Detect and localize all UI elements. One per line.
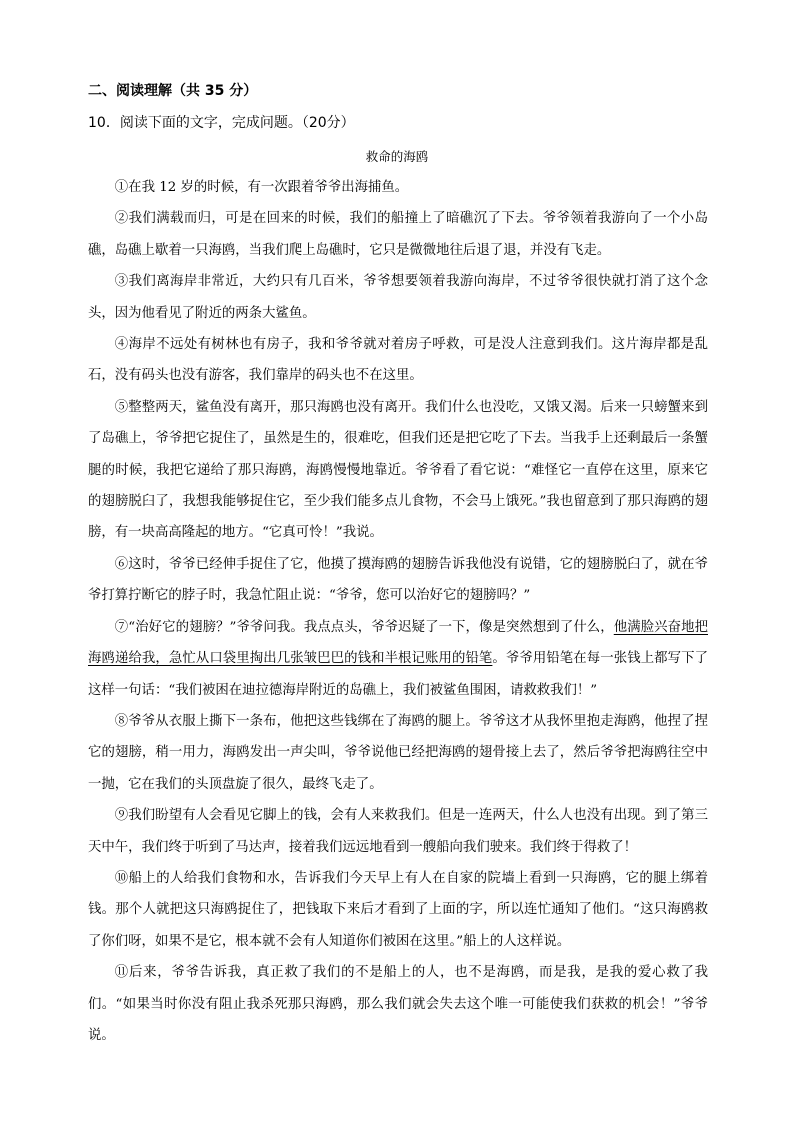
paragraph-9: ⑨我们盼望有人会看见它脚上的钱，会有人来救我们。但是一连两天，什么人也没有出现。到了第三天中午，我们终于听到了马达声，接着我们远远地看到一艘船向我们驶来。我们终于得救了！ <box>88 808 708 855</box>
paragraph-11: ⑪后来，爷爷告诉我，真正救了我们的不是船上的人，也不是海鸥，而是我，是我的爱心救了我们。“如果当时你没有阻止我杀死那只海鸥，那么我们就会失去这个唯一可能使我们获救的机会！”爷爷说。 <box>88 965 708 1043</box>
paragraph-5: ⑤整整两天，鲨鱼没有离开，那只海鸥也没有离开。我们什么也没吃，又饿又渴。后来一只螃蟹来到了岛礁上，爷爷把它捉住了，虽然是生的，很难吃，但我们还是把它吃了下去。当我手上还剩最后一条蟹腿的时候，我把它递给了那只海鸥，海鸥慢慢地靠近。爷爷看了看它说：“难怪它一直停在这里，原来它的翅膀脱臼了，我想我能够捉住它，至少我们能多点儿食物，不会马上饿死。”我也留意到了那只海鸥的翅膀，有一块高高隆起的地方。“它真可怜！”我说。 <box>88 399 708 541</box>
essay-body <box>88 172 708 1051</box>
essay-title: 救命的海鸥 <box>365 149 429 164</box>
paragraph-4: ④海岸不远处有树林也有房子，我和爷爷就对着房子呼救，可是没人注意到我们。这片海岸都是乱石，没有码头也没有游客，我们靠岸的码头也不在这里。 <box>88 337 708 384</box>
question-prompt: 10．阅读下面的文字，完成问题。（20分） <box>88 115 355 131</box>
paragraph-7-start: ⑦“治好它的翅膀？”爷爷问我。我点点头，爷爷迟疑了一下，像是突然想到了什么， <box>114 619 614 635</box>
paragraph-3: ③我们离海岸非常近，大约只有几百米，爷爷想要领着我游向海岸，不过爷爷很快就打消了这个念头，因为他看见了附近的两条大鲨鱼。 <box>88 274 708 321</box>
paragraph-7 <box>88 612 708 706</box>
section-heading: 二、阅读理解（共 35 分） <box>88 83 258 99</box>
paragraph-10: ⑩船上的人给我们食物和水，告诉我们今天早上有人在自家的院墙上看到一只海鸥，它的腿上绑着钱。那个人就把这只海鸥捉住了，把钱取下来后才看到了上面的字，所以连忙通知了他们。“这只海鸥救了你们呀，如果不是它，根本就不会有人知道你们被困在这里。”船上的人这样说。 <box>88 870 708 949</box>
paragraph-2: ②我们满载而归，可是在回来的时候，我们的船撞上了暗礁沉了下去。爷爷领着我游向了一个小岛礁，岛礁上歇着一只海鸥，当我们爬上岛礁时，它只是微微地往后退了退，并没有飞走。 <box>88 211 708 258</box>
paragraph-6: ⑥这时，爷爷已经伸手捉住了它，他摸了摸海鸥的翅膀告诉我他没有说错，它的翅膀脱臼了，就在爷爷打算拧断它的脖子时，我急忙阻止说：“爷爷，您可以治好它的翅膀吗？” <box>88 556 708 604</box>
underlined-sentence: 他满脸兴奋地把海鸥递给我，急忙从口袋里掏出几张皱巴巴的钱和半根记账用的铅笔 <box>88 619 708 667</box>
paragraph-1: ①在我 12 岁的时候，有一次跟着爷爷出海捕鱼。 <box>114 180 409 195</box>
paragraph-8: ⑧爷爷从衣服上撕下一条布，他把这些钱绑在了海鸥的腿上。爷爷这才从我怀里抱走海鸥，他捏了捏它的翅膀，稍一用力，海鸥发出一声尖叫，爷爷说他已经把海鸥的翅骨接上去了，然后爷爷把海鸥往空中一抛，它在我们的头顶盘旋了很久，最终飞走了。 <box>88 713 708 792</box>
paragraph-7-end: 。爷爷用铅笔在每一张钱上都写下了这样一句话：“我们被困在迪拉德海岸附近的岛礁上，我们被鲨鱼围困，请救救我们！” <box>88 651 708 698</box>
